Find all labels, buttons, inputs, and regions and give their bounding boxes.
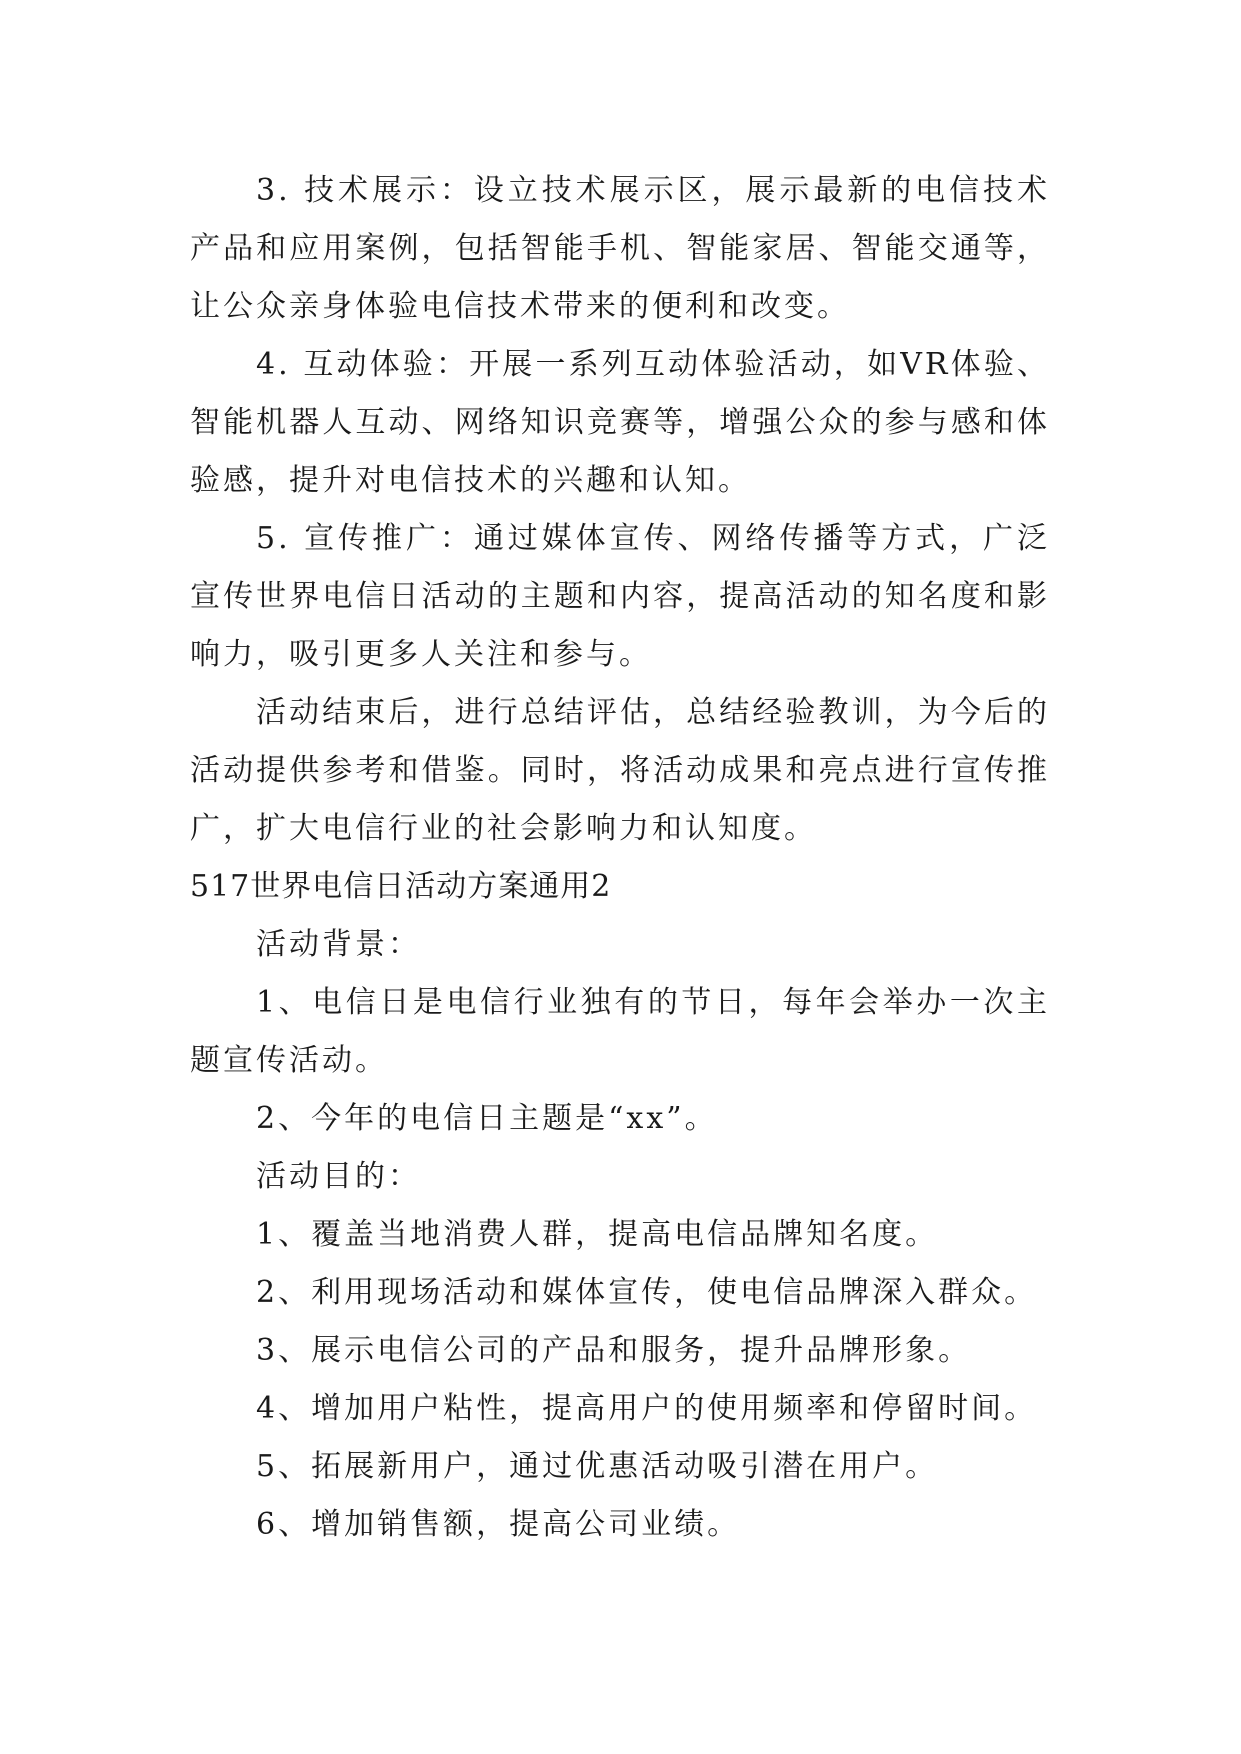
- background-label: 活动背景：: [256, 927, 421, 962]
- goals-label: 活动目的：: [256, 1159, 421, 1194]
- background-item: 2、今年的电信日主题是“xx”。: [256, 1101, 718, 1136]
- paragraph-interactive-experience: 4. 互动体验：开展一系列互动体验活动，如VR体验、智能机器人互动、网络知识竞赛等，增强公众的参与感和体验感，提升对电信技术的兴趣和认知。: [190, 347, 1050, 498]
- paragraph-promotion: 5. 宣传推广：通过媒体宣传、网络传播等方式，广泛宣传世界电信日活动的主题和内容，提高活动的知名度和影响力，吸引更多人关注和参与。: [190, 521, 1050, 672]
- paragraph-tech-showcase: 3. 技术展示：设立技术展示区，展示最新的电信技术产品和应用案例，包括智能手机、智能家居、智能交通等，让公众亲身体验电信技术带来的便利和改变。: [190, 173, 1050, 324]
- background-item: 1、电信日是电信行业独有的节日，每年会举办一次主题宣传活动。: [190, 985, 1050, 1078]
- goal-item: 3、展示电信公司的产品和服务，提升品牌形象。: [256, 1333, 972, 1368]
- section-heading: 517世界电信日活动方案通用2: [190, 869, 612, 904]
- goal-item: 5、拓展新用户，通过优惠活动吸引潜在用户。: [256, 1449, 939, 1484]
- goal-item: 1、覆盖当地消费人群，提高电信品牌知名度。: [256, 1217, 939, 1252]
- goal-item: 6、增加销售额，提高公司业绩。: [256, 1507, 741, 1542]
- goal-item: 2、利用现场活动和媒体宣传，使电信品牌深入群众。: [256, 1275, 1038, 1310]
- document-body: [190, 162, 1050, 1554]
- goal-item: 4、增加用户粘性，提高用户的使用频率和停留时间。: [256, 1391, 1038, 1426]
- paragraph-summary: 活动结束后，进行总结评估，总结经验教训，为今后的活动提供参考和借鉴。同时，将活动成果和亮点进行宣传推广，扩大电信行业的社会影响力和认知度。: [190, 695, 1050, 846]
